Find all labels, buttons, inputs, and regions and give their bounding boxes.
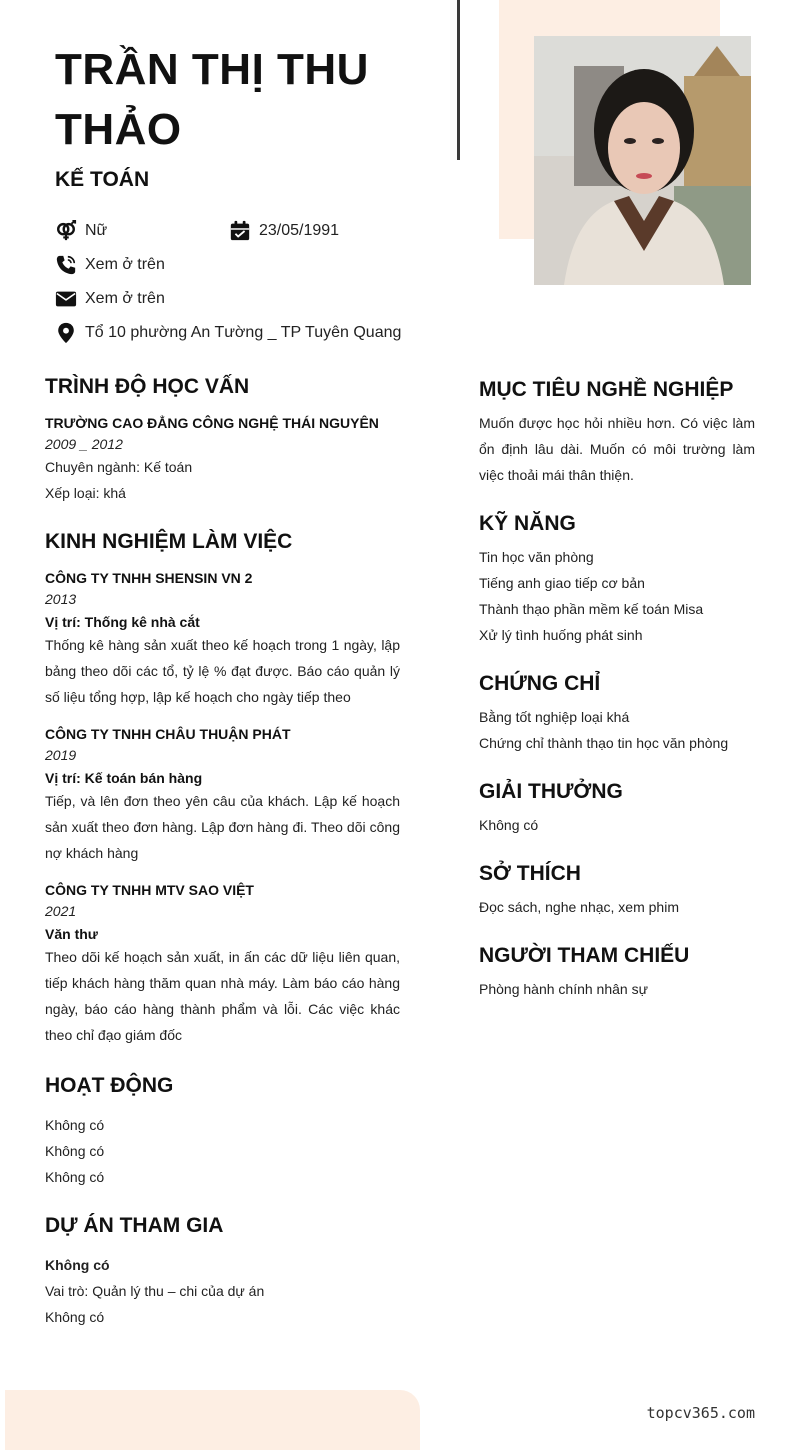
hobbies-text: Đọc sách, nghe nhạc, xem phim (479, 899, 679, 915)
education-grade: Xếp loại: khá (45, 485, 126, 501)
right-column (479, 378, 755, 1002)
envelope-icon (55, 288, 77, 310)
job-description: Thống kê hàng sản xuất theo kế hoạch trong 1 ngày, lập bảng theo dõi các tổ, tỷ lệ % đạt được. Báo cáo quản lý số liệu tổng hợp, lập kế hoạch cho ngày tiếp theo (45, 637, 400, 705)
projects-section (45, 1214, 400, 1330)
certificates-section (479, 672, 755, 756)
section-title: KINH NGHIỆM LÀM VIỆC (45, 530, 293, 553)
job-year: 2019 (45, 747, 77, 763)
certificate-item: Bằng tốt nghiệp loại khá (479, 709, 630, 725)
section-title: HOẠT ĐỘNG (45, 1074, 174, 1097)
info-email (55, 288, 165, 310)
skill-item: Tiếng anh giao tiếp cơ bản (479, 575, 645, 591)
profile-photo (534, 36, 751, 285)
address-value: Tổ 10 phường An Tường _ TP Tuyên Quang (85, 324, 402, 341)
skills-section (479, 512, 755, 648)
calendar-icon (229, 220, 251, 242)
job-description: Theo dõi kế hoạch sản xuất, in ấn các dữ liệu liên quan, tiếp khách hàng thăm quan nhà máy. Làm báo cáo hàng ngày, báo cáo hàng thành phẩm và lỗi. Các việc khác theo chỉ đạo giám đốc (45, 949, 400, 1043)
info-birthday (229, 220, 339, 242)
job-entry (45, 882, 400, 1048)
section-title: KỸ NĂNG (479, 512, 576, 535)
section-title: NGƯỜI THAM CHIẾU (479, 944, 690, 967)
section-title: CHỨNG CHỈ (479, 672, 601, 695)
education-major: Chuyên ngành: Kế toán (45, 459, 193, 475)
info-address (55, 322, 401, 344)
info-phone (55, 254, 165, 276)
experience-section (45, 530, 400, 1048)
section-title: DỰ ÁN THAM GIA (45, 1214, 224, 1237)
section-title: GIẢI THƯỞNG (479, 780, 623, 803)
project-role: Vai trò: Quản lý thu – chi của dự án (45, 1283, 265, 1299)
company-name: CÔNG TY TNHH SHENSIN VN 2 (45, 570, 253, 586)
activities-section (45, 1074, 400, 1190)
objective-text: Muốn được học hỏi nhiều hơn. Có việc làm ổn định lâu dài. Muốn có môi trường làm việc thoải mái thân thiện. (479, 415, 755, 483)
education-section (45, 375, 400, 506)
hobbies-section (479, 862, 755, 920)
activity-item: Không có (45, 1117, 105, 1133)
gender-value: Nữ (85, 222, 108, 239)
project-name: Không có (45, 1257, 110, 1273)
activity-item: Không có (45, 1169, 105, 1185)
job-year: 2021 (45, 903, 77, 919)
job-entry (45, 570, 400, 710)
company-name: CÔNG TY TNHH MTV SAO VIỆT (45, 882, 254, 898)
certificate-item: Chứng chỉ thành thạo tin học văn phòng (479, 735, 729, 751)
job-position: Vị trí: Thống kê nhà cắt (45, 614, 200, 630)
education-years: 2009 _ 2012 (45, 436, 123, 452)
brand-watermark: topcv365.com (646, 1404, 755, 1422)
phone-value: Xem ở trên (85, 256, 165, 273)
activity-item: Không có (45, 1143, 105, 1159)
job-position: Văn thư (45, 926, 98, 942)
phone-icon (55, 254, 77, 276)
header-divider (457, 0, 460, 160)
job-year: 2013 (45, 591, 77, 607)
map-pin-icon (55, 322, 77, 344)
section-title: TRÌNH ĐỘ HỌC VẤN (45, 375, 250, 398)
project-description: Không có (45, 1309, 105, 1325)
references-text: Phòng hành chính nhân sự (479, 981, 648, 997)
email-value: Xem ở trên (85, 290, 165, 307)
skill-item: Tin học văn phòng (479, 549, 594, 565)
section-title: SỞ THÍCH (479, 862, 581, 885)
job-description: Tiếp, và lên đơn theo yên câu của khách. Lập kế hoạch sản xuất theo đơn hàng. Lập đơn hàng đi. Theo dõi công nợ khách hàng (45, 793, 400, 861)
awards-section (479, 780, 755, 838)
skill-item: Xử lý tình huống phát sinh (479, 627, 643, 643)
skill-item: Thành thạo phần mềm kế toán Misa (479, 601, 704, 617)
job-entry (45, 726, 400, 866)
candidate-name: TRẦN THỊ THU THẢO (55, 45, 369, 154)
info-gender (55, 220, 107, 242)
school-name: TRƯỜNG CAO ĐẲNG CÔNG NGHỆ THÁI NGUYÊN (45, 415, 379, 431)
section-title: MỤC TIÊU NGHỀ NGHIỆP (479, 378, 734, 401)
company-name: CÔNG TY TNHH CHÂU THUẬN PHÁT (45, 726, 291, 742)
awards-text: Không có (479, 817, 539, 833)
footer-peach-block (5, 1390, 420, 1450)
gender-icon (55, 220, 77, 242)
job-position: Vị trí: Kế toán bán hàng (45, 770, 203, 786)
left-column (45, 375, 400, 1330)
references-section (479, 944, 755, 1002)
birthday-value: 23/05/1991 (259, 222, 340, 239)
objective-section (479, 378, 755, 488)
job-title: KẾ TOÁN (55, 168, 150, 191)
